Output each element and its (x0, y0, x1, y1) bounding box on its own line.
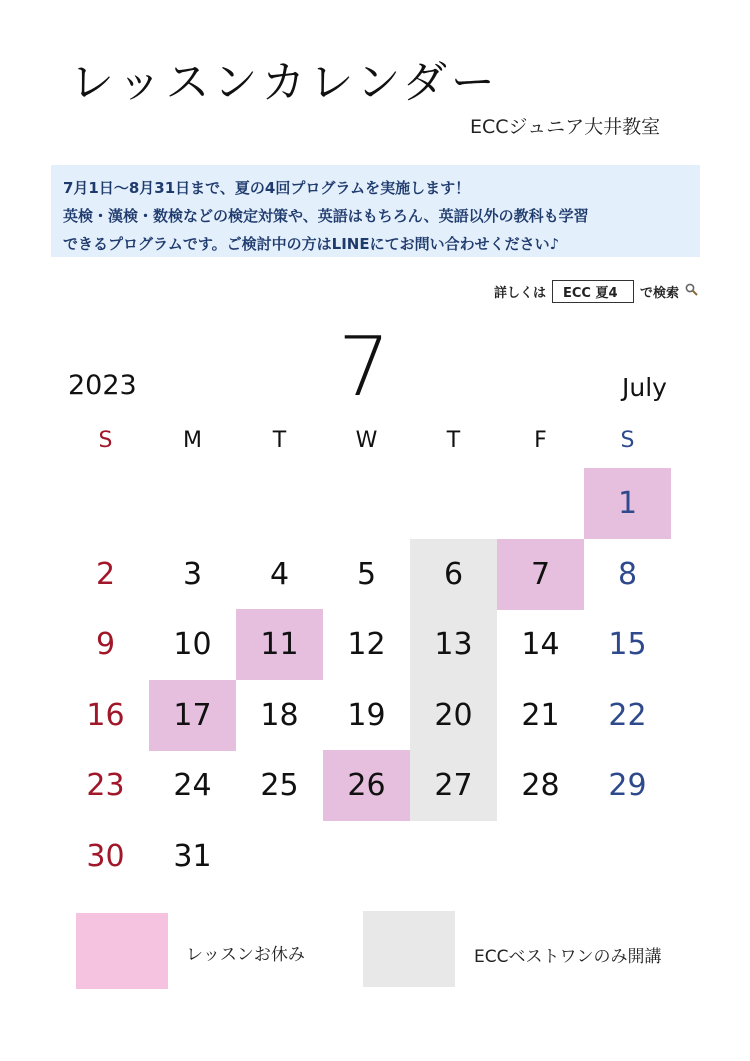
calendar-day: 10 (173, 627, 212, 662)
magnifier-icon (685, 283, 698, 300)
calendar-day: 21 (521, 697, 560, 733)
calendar-day: 2 (95, 556, 116, 592)
calendar-month-name: July (622, 373, 667, 402)
page-title: レッスンカレンダー (70, 57, 499, 108)
search-hint (494, 280, 698, 303)
best-one-only-swatch (363, 911, 455, 987)
calendar-empty-cell (236, 821, 323, 892)
calendar-empty-cell (62, 468, 149, 539)
school-name: ECCジュニア大井教室 (470, 116, 661, 138)
calendar-day: 31 (173, 838, 212, 874)
calendar-empty-cell (323, 468, 410, 539)
calendar-year: 2023 (68, 370, 137, 401)
calendar-day: 19 (347, 697, 386, 733)
notice-line: 英検・漢検・数検などの検定対策や、英語はもちろん、英語以外の教科も学習 (63, 207, 589, 225)
weekday-header: T (272, 428, 287, 453)
weekday-header: W (355, 428, 378, 453)
weekday-header: M (183, 428, 202, 453)
calendar-day: 27 (410, 750, 497, 821)
notice-line: 7月1日〜8月31日まで、夏の4回プログラムを実施します！ (63, 179, 471, 197)
calendar-day: 22 (608, 697, 647, 733)
calendar-day: 7 (497, 539, 584, 610)
calendar-day: 3 (182, 556, 203, 592)
lesson-off-swatch (76, 913, 168, 989)
search-prefix: 詳しくは (493, 286, 546, 301)
calendar-empty-cell (410, 468, 497, 539)
calendar-empty-cell (236, 468, 323, 539)
calendar-day: 14 (521, 627, 560, 662)
lesson-off-label: レッスンお休み (186, 945, 305, 965)
calendar-day: 25 (260, 768, 299, 803)
search-suffix: で検索 (639, 286, 679, 301)
calendar-day: 28 (521, 768, 560, 803)
calendar-day: 11 (236, 609, 323, 680)
calendar-day: 24 (173, 768, 212, 803)
calendar-day: 5 (356, 556, 377, 592)
calendar-day: 17 (149, 680, 236, 751)
calendar-day: 26 (323, 750, 410, 821)
calendar-day: 29 (608, 768, 647, 803)
notice-line: できるプログラムです。ご検討中の方はLINEにてお問い合わせください♪ (63, 235, 560, 253)
weekday-header: S (620, 428, 635, 453)
search-keyword-box: ECC 夏4 (552, 280, 634, 303)
best-one-only-label: ECCベストワンのみ開講 (474, 947, 662, 967)
calendar-day: 15 (608, 627, 647, 662)
calendar-day: 16 (86, 697, 125, 733)
calendar-day: 20 (410, 680, 497, 751)
calendar-empty-cell (497, 468, 584, 539)
weekday-header: S (98, 428, 113, 453)
calendar-empty-cell (149, 468, 236, 539)
calendar-day: 8 (617, 556, 638, 592)
notice-box (51, 165, 700, 257)
calendar-empty-cell (323, 821, 410, 892)
calendar-day: 6 (410, 539, 497, 610)
calendar-empty-cell (497, 821, 584, 892)
calendar-month-number: 7 (338, 320, 391, 415)
calendar-empty-cell (410, 821, 497, 892)
calendar-day: 4 (269, 556, 290, 592)
calendar-day: 13 (410, 609, 497, 680)
calendar-day: 9 (95, 627, 116, 662)
weekday-header: F (534, 428, 547, 453)
calendar-day: 12 (347, 627, 386, 662)
calendar-day: 23 (86, 768, 125, 803)
calendar-day: 1 (584, 468, 671, 539)
calendar-day: 30 (86, 838, 125, 874)
calendar-empty-cell (584, 821, 671, 892)
weekday-header: T (446, 428, 461, 453)
calendar-day: 18 (260, 697, 299, 733)
